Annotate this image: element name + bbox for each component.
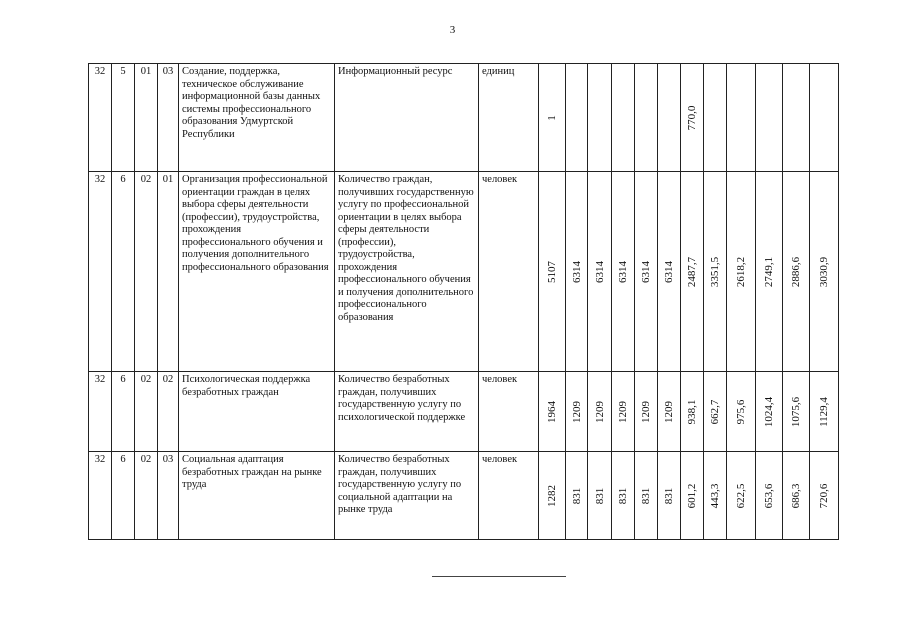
name-cell: Психологическая поддержка безработных граждан [179, 372, 335, 452]
value-text: 6314 [662, 260, 675, 283]
value-text: 831 [570, 487, 583, 504]
indicator-cell: Информационный ресурс [335, 64, 479, 172]
value-cell [727, 452, 756, 540]
value-text: 975,6 [734, 399, 747, 424]
value-cell [756, 372, 783, 452]
code-pp-cell: 5 [112, 64, 135, 172]
value-cell [566, 64, 588, 172]
value-cell [658, 452, 681, 540]
value-cell [756, 452, 783, 540]
value-text: 6314 [639, 260, 652, 283]
value-text: 3030,9 [817, 256, 830, 287]
code-om-cell: 01 [135, 64, 158, 172]
value-text: 831 [662, 487, 675, 504]
value-cell [635, 372, 658, 452]
value-cell [756, 172, 783, 372]
value-text: 6314 [593, 260, 606, 283]
code-pp-cell: 6 [112, 372, 135, 452]
value-text: 1282 [545, 484, 558, 507]
value-cell [612, 452, 635, 540]
code-pp-cell: 6 [112, 452, 135, 540]
value-text: 2886,6 [789, 256, 802, 287]
value-cell [635, 64, 658, 172]
code-pp-cell: 6 [112, 172, 135, 372]
value-text: 770,0 [685, 105, 698, 130]
value-cell [704, 452, 727, 540]
value-cell [658, 172, 681, 372]
value-cell [588, 64, 612, 172]
value-text: 653,6 [762, 483, 775, 508]
value-cell [704, 64, 727, 172]
value-cell [681, 172, 704, 372]
value-text: 1209 [639, 400, 652, 423]
value-text: 686,3 [789, 483, 802, 508]
footer-line [432, 576, 566, 577]
value-cell [566, 172, 588, 372]
value-cell [539, 372, 566, 452]
value-text: 1 [545, 114, 558, 121]
value-cell [612, 64, 635, 172]
value-cell [704, 372, 727, 452]
value-cell [783, 372, 810, 452]
value-cell [635, 172, 658, 372]
code-gp-cell: 32 [89, 452, 112, 540]
page-number: 3 [449, 24, 456, 36]
value-text: 2618,2 [734, 256, 747, 287]
value-text: 6314 [570, 260, 583, 283]
code-m-cell: 02 [158, 372, 179, 452]
value-text: 6314 [616, 260, 629, 283]
value-cell [612, 372, 635, 452]
value-cell [810, 372, 839, 452]
value-cell [658, 372, 681, 452]
value-cell [783, 64, 810, 172]
indicator-cell: Количество безработных граждан, получивших государственную услугу по психологической поддержке [335, 372, 479, 452]
value-cell [727, 64, 756, 172]
value-text: 1024,4 [762, 396, 775, 427]
value-text: 2487,7 [685, 256, 698, 287]
name-cell: Социальная адаптация безработных граждан на рынке труда [179, 452, 335, 540]
value-text: 831 [593, 487, 606, 504]
value-cell [681, 64, 704, 172]
value-cell [539, 452, 566, 540]
code-m-cell: 01 [158, 172, 179, 372]
value-text: 720,6 [817, 483, 830, 508]
name-cell: Создание, поддержка, техническое обслуживание информационной базы данных системы профессионального образования Удмуртской Республики [179, 64, 335, 172]
table-row [89, 452, 839, 540]
code-m-cell: 03 [158, 64, 179, 172]
code-gp-cell: 32 [89, 64, 112, 172]
program-table [88, 63, 839, 540]
value-cell [588, 172, 612, 372]
code-om-cell: 02 [135, 452, 158, 540]
value-text: 831 [639, 487, 652, 504]
value-text: 1209 [570, 400, 583, 423]
value-text: 831 [616, 487, 629, 504]
unit-cell: человек [479, 172, 539, 372]
value-cell [783, 172, 810, 372]
unit-cell: единиц [479, 64, 539, 172]
code-om-cell: 02 [135, 172, 158, 372]
value-cell [635, 452, 658, 540]
value-text: 1209 [593, 400, 606, 423]
code-gp-cell: 32 [89, 372, 112, 452]
value-text: 5107 [545, 260, 558, 283]
value-cell [681, 452, 704, 540]
value-text: 1209 [662, 400, 675, 423]
value-cell [539, 172, 566, 372]
value-cell [566, 452, 588, 540]
code-m-cell: 03 [158, 452, 179, 540]
value-cell [810, 452, 839, 540]
value-text: 1075,6 [789, 396, 802, 427]
value-text: 938,1 [685, 399, 698, 424]
value-text: 622,5 [734, 483, 747, 508]
value-cell [566, 372, 588, 452]
table-row [89, 372, 839, 452]
value-cell [588, 452, 612, 540]
value-cell [704, 172, 727, 372]
value-cell [658, 64, 681, 172]
value-text: 1964 [545, 400, 558, 423]
value-cell [810, 172, 839, 372]
value-cell [588, 372, 612, 452]
value-cell [681, 372, 704, 452]
value-text: 1209 [616, 400, 629, 423]
value-text: 1129,4 [817, 396, 830, 427]
unit-cell: человек [479, 452, 539, 540]
value-text: 601,2 [685, 483, 698, 508]
value-text: 3351,5 [708, 256, 721, 287]
unit-cell: человек [479, 372, 539, 452]
value-text: 662,7 [708, 399, 721, 424]
value-cell [612, 172, 635, 372]
indicator-cell: Количество безработных граждан, получивших государственную услугу по социальной адаптации на рынке труда [335, 452, 479, 540]
value-cell [810, 64, 839, 172]
code-om-cell: 02 [135, 372, 158, 452]
value-cell [783, 452, 810, 540]
code-gp-cell: 32 [89, 172, 112, 372]
table-row [89, 64, 839, 172]
name-cell: Организация профессиональной ориентации граждан в целях выбора сферы деятельности (профессии), трудоустройства, прохождения профессионального обучения и получения дополнительного профессионального образования [179, 172, 335, 372]
indicator-cell: Количество граждан, получивших государственную услугу по профессиональной ориентации в целях выбора сферы деятельности (профессии), трудоустройства, прохождения профессионального обучения и получения дополнительного профессионального образования [335, 172, 479, 372]
value-text: 443,3 [708, 483, 721, 508]
value-cell [756, 64, 783, 172]
value-cell [727, 372, 756, 452]
table-row [89, 172, 839, 372]
value-cell [539, 64, 566, 172]
value-text: 2749,1 [762, 256, 775, 287]
value-cell [727, 172, 756, 372]
